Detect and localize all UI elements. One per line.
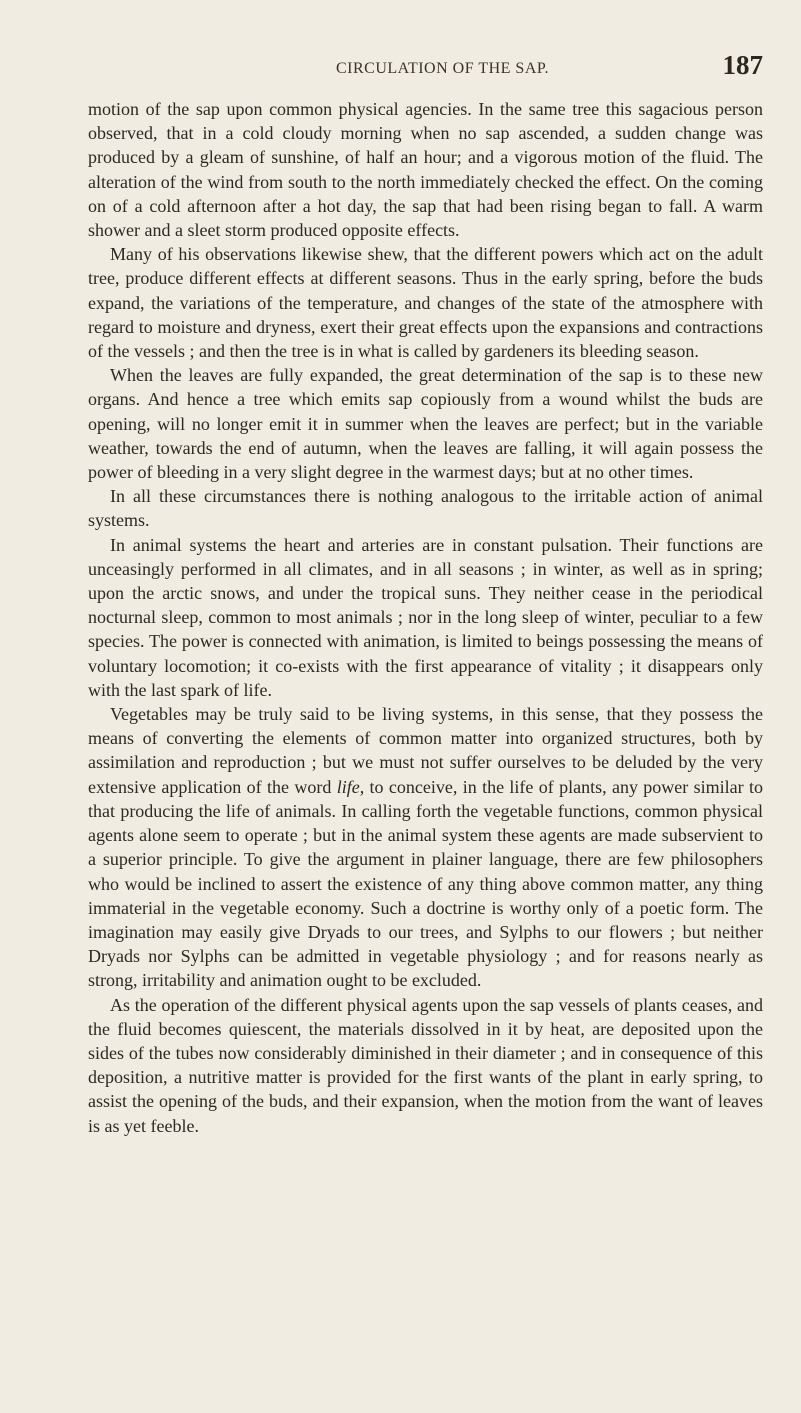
paragraph-6-part-1: Vegetables may be truly said to be living systems, in this sense, that they possess the means of converting the elements of common matter into organized structures, both by assimilation and reproduction ; but we must not suffer ourselves to be deluded by the very extensive application of the word xyxy=(88,704,763,797)
running-title: CIRCULATION OF THE SAP. xyxy=(336,60,550,77)
paragraph-4: In all these circumstances there is nothing analogous to the irritable action of animal systems. xyxy=(88,486,763,531)
emphasized-word-life: life xyxy=(336,776,360,797)
paragraph-6-part-2: , to conceive, in the life of plants, any power similar to that producing the life of animals. In calling forth the vegetable functions, common physical agents alone seem to operate ; but in the animal system these agents are made subservient to a superior principle. To give the argument in plainer language, there are few philosophers who would be inclined to assert the existence of any thing above common matter, any thing immaterial in the vegetable economy. Such a doctrine is worthy only of a poetic form. The imagination may easily give Dryads to our trees, and Sylphs to our flowers ; but neither Dryads nor Sylphs can be admitted in vegetable physiology ; and for reasons nearly as strong, irritability and animation ought to be excluded. xyxy=(88,776,763,991)
body-text xyxy=(88,97,763,1138)
page-number: 187 xyxy=(722,50,763,80)
paragraph-1: motion of the sap upon common physical agencies. In the same tree this sagacious person observed, that in a cold cloudy morning when no sap ascended, a sudden change was produced by a gleam of sunshine, of half an hour; and a vigorous motion of the fluid. The alteration of the wind from south to the north immediately checked the effect. On the coming on of a cold afternoon after a hot day, the sap that had been rising began to fall. A warm shower and a sleet storm produced opposite effects. xyxy=(88,99,763,241)
paragraph-6 xyxy=(88,702,763,992)
paragraph-2: Many of his observations likewise shew, that the different powers which act on the adult tree, produce different effects at different seasons. Thus in the early spring, before the buds expand, the variations of the temperature, and changes of the state of the atmosphere with regard to moisture and dryness, exert their great effects upon the expansions and contractions of the vessels ; and then the tree is in what is called by gardeners its bleeding season. xyxy=(88,244,763,362)
paragraph-5: In animal systems the heart and arteries are in constant pulsation. Their functions are unceasingly performed in all climates, and in all seasons ; in winter, as well as in spring; upon the arctic snows, and under the tropical suns. They neither cease in the periodical nocturnal sleep, common to most animals ; nor in the long sleep of winter, peculiar to a few species. The power is connected with animation, is limited to beings possessing the means of voluntary locomotion; it co-exists with the first appearance of vitality ; it disappears only with the last spark of life. xyxy=(88,534,763,700)
paragraph-7: As the operation of the different physical agents upon the sap vessels of plants ceases, and the fluid becomes quiescent, the materials dissolved in it by heat, are deposited upon the sides of the tubes now considerably diminished in their diameter ; and in consequence of this deposition, a nutritive matter is provided for the first wants of the plant in early spring, to assist the opening of the buds, and their expansion, when the motion from the want of leaves is as yet feeble. xyxy=(88,994,763,1136)
paragraph-3: When the leaves are fully expanded, the great determination of the sap is to these new organs. And hence a tree which emits sap copiously from a wound whilst the buds are opening, will no longer emit it in summer when the leaves are perfect; but in the variable weather, towards the end of autumn, when the leaves are falling, it will again possess the power of bleeding in a very slight degree in the warmest days; but at no other times. xyxy=(88,365,763,483)
running-head xyxy=(88,48,763,84)
